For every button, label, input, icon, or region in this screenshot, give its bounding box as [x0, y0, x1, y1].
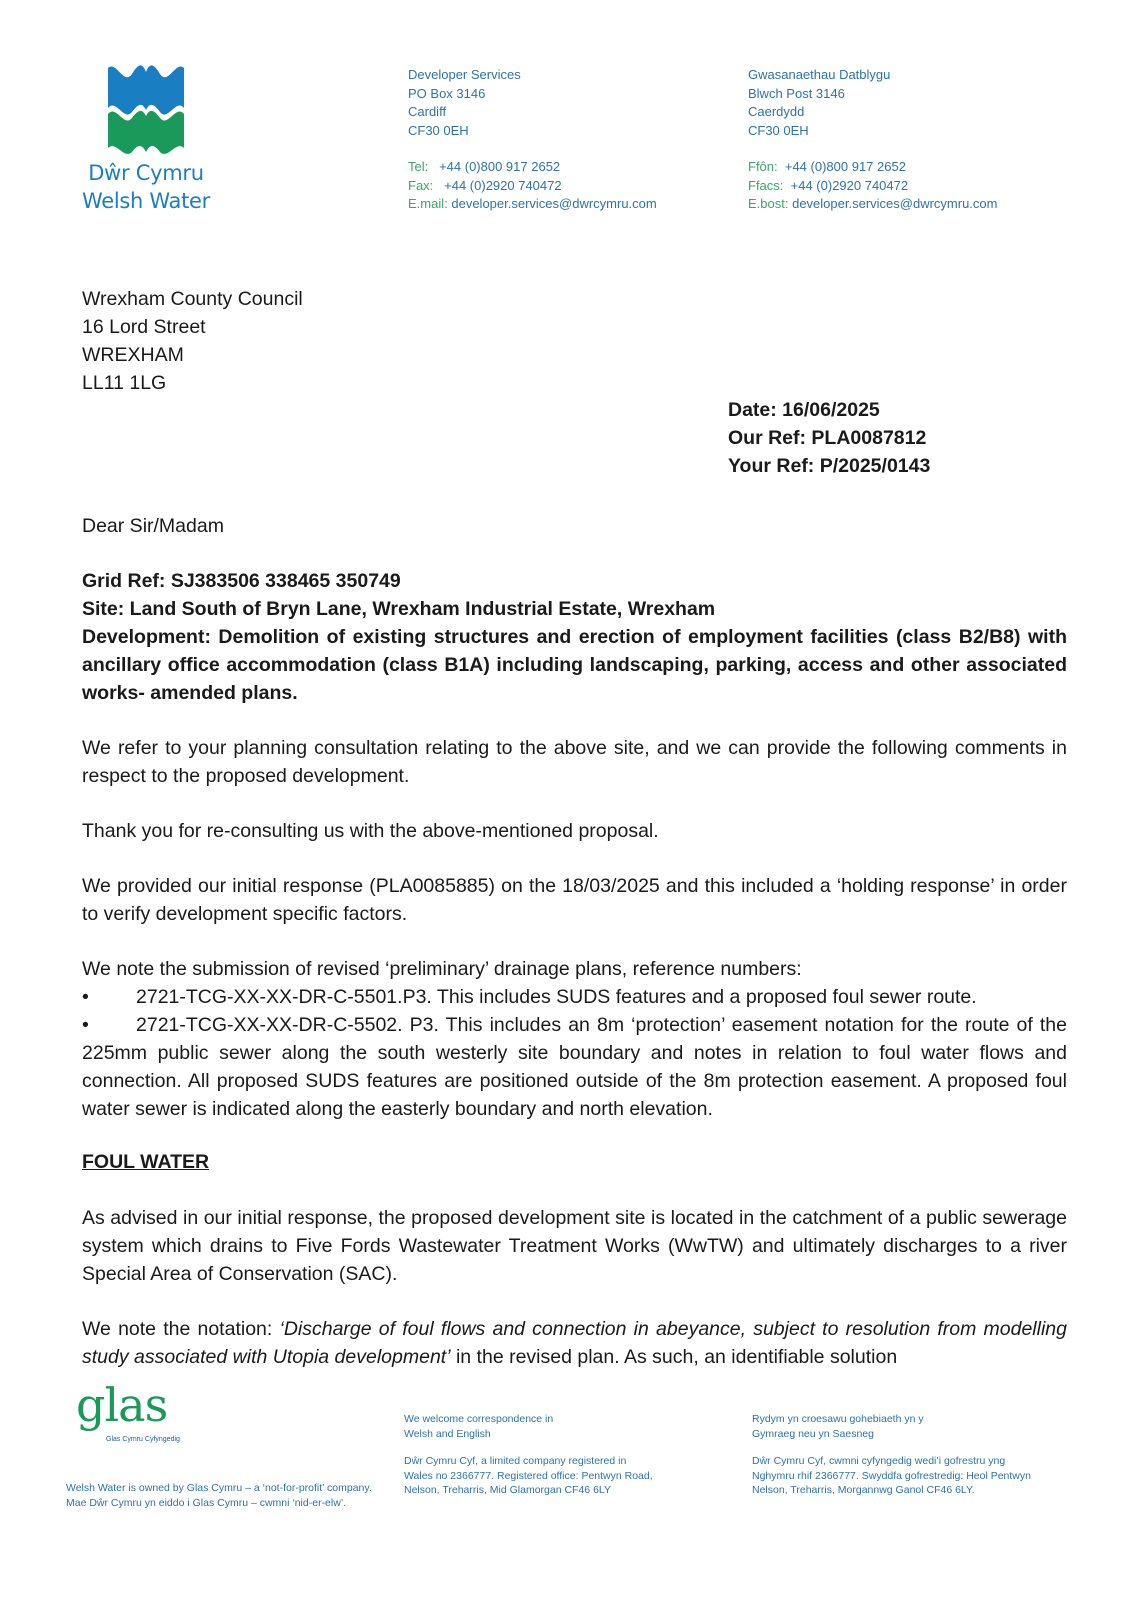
footer-line: Dŵr Cymru Cyf, cwmni cyfyngedig wedi’i gofrestru yng — [752, 1455, 1006, 1467]
contact-block-english — [408, 66, 657, 214]
footer-line: We welcome correspondence in — [404, 1413, 554, 1425]
footer-line: Nelson, Treharris, Mid Glamorgan CF46 6LY — [404, 1484, 611, 1496]
footer-line: Rydym yn croesawu gohebiaeth yn y — [752, 1413, 924, 1425]
email-label: E.bost: — [748, 196, 789, 211]
contact-tel — [748, 158, 997, 177]
address-line: WREXHAM — [82, 344, 184, 366]
footer-welsh — [752, 1412, 1031, 1498]
contact-email — [408, 195, 657, 214]
section-heading-foul-water: FOUL WATER — [82, 1151, 210, 1173]
footer-line: Dŵr Cymru Cyf, a limited company registered in — [404, 1455, 627, 1467]
contact-fax — [748, 177, 997, 196]
bullet-text: 2721-TCG-XX-XX-DR-C-5501.P3. This includes SUDS features and a proposed foul sewer route. — [136, 986, 977, 1008]
welsh-water-logo — [76, 64, 216, 224]
fax-label: Ffacs: — [748, 177, 784, 193]
footer-line: Welsh and English — [404, 1427, 491, 1440]
tel-label: Tel: — [408, 159, 429, 174]
paragraph-drainage-plans — [82, 955, 1067, 1123]
email-link[interactable]: developer.services@dwrcymru.com — [792, 196, 998, 211]
contact-line: Gwasanaethau Datblygu — [748, 67, 891, 82]
footer-line: Nelson, Treharris, Morgannwg Ganol CF46 6LY. — [752, 1484, 975, 1496]
bullet-text: 2721-TCG-XX-XX-DR-C-5502. P3. This includes an 8m ‘protection’ easement notation for the route of the 225mm public sewer along the south westerly site boundary and notes in relation to foul water flows and connection. All proposed SUDS features are positioned outside of the 8m protection easement. A proposed foul water sewer is indicated along the easterly boundary and north elevation. — [82, 1014, 1067, 1120]
footer-line: Welsh Water is owned by Glas Cymru – a ‘not-for-profit’ company. — [66, 1482, 372, 1494]
paragraph-thanks: Thank you for re-consulting us with the above-mentioned proposal. — [82, 820, 659, 842]
glas-wordmark: glas — [76, 1378, 168, 1432]
footer-line: Gymraeg neu yn Saesneg — [752, 1427, 874, 1440]
bullet-icon: • — [82, 1014, 89, 1036]
site: Site: Land South of Bryn Lane, Wrexham Industrial Estate, Wrexham — [82, 598, 716, 620]
footer-english — [404, 1412, 653, 1498]
paragraph-initial-response: We provided our initial response (PLA0085885) on the 18/03/2025 and this included a ‘holding response’ in order to verify development specific factors. — [82, 875, 1067, 925]
glas-subtitle: Glas Cymru Cyfyngedig — [106, 1436, 180, 1443]
contact-tel — [408, 158, 657, 177]
contact-line: Blwch Post 3146 — [748, 85, 845, 101]
salutation: Dear Sir/Madam — [82, 515, 224, 537]
contact-line: Cardiff — [408, 104, 447, 119]
our-ref: Our Ref: PLA0087812 — [728, 427, 927, 449]
email-link[interactable]: developer.services@dwrcymru.com — [451, 196, 657, 211]
your-ref: Your Ref: P/2025/0143 — [728, 455, 931, 477]
drainage-intro: We note the submission of revised ‘preliminary’ drainage plans, reference numbers: — [82, 958, 802, 980]
footer-line: Nghymru rhif 2366777. Swyddfa gofrestredig: Heol Pentwyn — [752, 1469, 1031, 1482]
address-line: LL11 1LG — [82, 372, 167, 394]
fax-label: Fax: — [408, 177, 434, 193]
footer-line: Wales no 2366777. Registered office: Pentwyn Road, — [404, 1469, 653, 1482]
wave-logo-icon — [106, 64, 186, 156]
tel-value: +44 (0)800 917 2652 — [439, 159, 561, 174]
bullet-item — [82, 983, 1067, 1011]
notation-intro: We note the notation: — [82, 1318, 280, 1340]
contact-block-welsh — [748, 66, 997, 214]
footer-line: Mae Dŵr Cymru yn eiddo i Glas Cymru – cwmni ‘nid-er-elw’. — [66, 1496, 347, 1509]
contact-line: Caerdydd — [748, 104, 805, 119]
paragraph-consultation: We refer to your planning consultation relating to the above site, and we can provide the following comments in respect to the proposed development. — [82, 737, 1067, 787]
bullet-item — [82, 1011, 1067, 1123]
glas-cymru-logo — [76, 1378, 216, 1452]
subject-block — [82, 567, 1067, 707]
logo-name-welsh: Dŵr Cymru — [88, 161, 204, 185]
logo-name-english: Welsh Water — [82, 189, 210, 213]
grid-ref: Grid Ref: SJ383506 338465 350749 — [82, 570, 401, 592]
paragraph-catchment: As advised in our initial response, the proposed development site is located in the catchment of a public sewerage system which drains to Five Fords Wastewater Treatment Works (WwTW) and ultimately discharges to a river Special Area of Conservation (SAC). — [82, 1207, 1067, 1285]
contact-line: PO Box 3146 — [408, 85, 486, 101]
contact-email — [748, 195, 997, 214]
bullet-icon: • — [82, 986, 89, 1008]
footer-ownership — [66, 1481, 372, 1510]
fax-value: +44 (0)2920 740472 — [444, 177, 562, 193]
tel-label: Ffôn: — [748, 159, 778, 174]
contact-line: CF30 0EH — [748, 122, 809, 138]
notation-outro: in the revised plan. As such, an identifiable solution — [450, 1346, 898, 1368]
paragraph-notation — [82, 1315, 1067, 1371]
tel-value: +44 (0)800 917 2652 — [784, 159, 906, 174]
development: Development: Demolition of existing structures and erection of employment facilities (class B2/B8) with ancillary office accommodation (class B1A) including landscaping, parking, access and other associated works- amended plans. — [82, 626, 1067, 704]
letter-date: Date: 16/06/2025 — [728, 399, 880, 421]
reference-block — [728, 396, 930, 480]
email-label: E.mail: — [408, 196, 448, 211]
contact-line: Developer Services — [408, 67, 521, 82]
notation-quote: ‘Discharge of foul flows and connection in abeyance, subject to resolution from modelling study associated with Utopia development’ — [82, 1318, 1067, 1368]
recipient-address — [82, 285, 303, 397]
contact-fax — [408, 177, 657, 196]
address-line: Wrexham County Council — [82, 288, 303, 310]
address-line: 16 Lord Street — [82, 316, 206, 338]
fax-value: +44 (0)2920 740472 — [790, 177, 909, 193]
contact-line: CF30 0EH — [408, 122, 469, 138]
